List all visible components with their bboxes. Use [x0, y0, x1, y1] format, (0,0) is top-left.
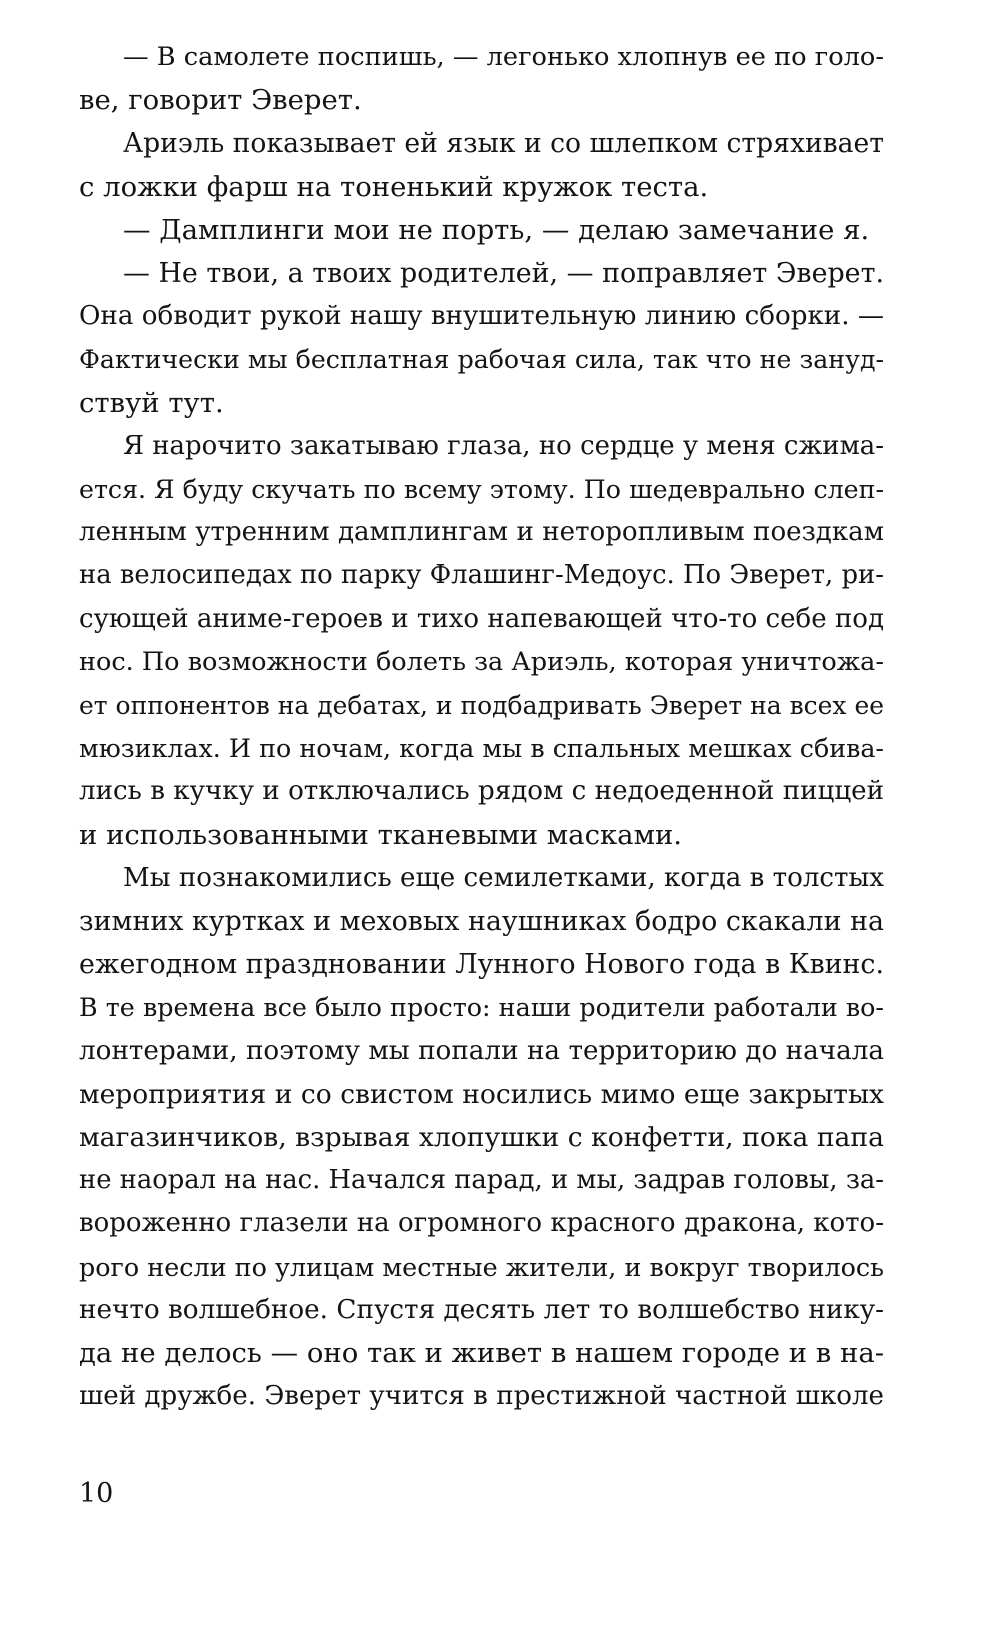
text-line: Она обводит рукой нашу внушительную линию сборки. — [79, 301, 884, 332]
paragraph-3 [79, 209, 884, 252]
text-line: шей дружбе. Эверет учится в престижной частной школе [79, 1381, 884, 1412]
text-line: мероприятия и со свистом носились мимо еще закрытых [79, 1078, 884, 1110]
text-line: — Дамплинги мои не порть, — делаю замечание я. [123, 213, 870, 246]
text-line: магазинчиков, взрывая хлопушки с конфетти, пока папа [79, 1122, 884, 1154]
text-line: ствуй тут. [79, 386, 224, 419]
text-line: ется. Я буду скучать по всему этому. По шедеврально слеп- [79, 475, 884, 505]
body-text [79, 36, 884, 1419]
page-number: 10 [79, 1478, 114, 1509]
text-line: Ариэль показывает ей язык и со шлепком стряхивает [123, 128, 884, 160]
text-line: нос. По возможности болеть за Ариэль, которая уничтожа- [79, 646, 884, 677]
paragraph-4 [79, 252, 884, 425]
text-line: сующей аниме-героев и тихо напевающей что-то себе под [79, 603, 884, 634]
text-line: на велосипедах по парку Флашинг-Медоус. По Эверет, ри- [79, 560, 884, 591]
text-line: Мы познакомились еще семилетками, когда в толстых [123, 862, 884, 893]
text-line: лись в кучку и отключались рядом с недоеденной пиццей [79, 776, 884, 807]
text-line: и использованными тканевыми масками. [79, 818, 683, 851]
text-line: рого несли по улицам местные жители, и вокруг творилось [79, 1251, 884, 1282]
text-line: — В самолете поспишь, — легонько хлопнув ее по голо- [123, 42, 884, 72]
text-line: с ложки фарш на тоненький кружок теста. [79, 170, 709, 203]
paragraph-2 [79, 122, 884, 208]
paragraph-5 [79, 425, 884, 857]
text-line: мюзиклах. И по ночам, когда мы в спальных мешках сбива- [79, 733, 884, 764]
text-line: ет оппонентов на дебатах, и подбадривать Эверет на всех ее [79, 691, 884, 721]
text-line: ве, говорит Эверет. [79, 84, 362, 117]
text-line: В те времена все было просто: наши родители работали во- [79, 992, 884, 1023]
paragraph-1 [79, 36, 884, 122]
text-line: лонтерами, поэтому мы попали на территорию до начала [79, 1035, 884, 1066]
text-line: Фактически мы бесплатная рабочая сила, так что не зануд- [79, 345, 884, 375]
text-line: вороженно глазели на огромного красного дракона, кото- [79, 1208, 884, 1239]
text-line: ежегодном праздновании Лунного Нового года в Квинс. [79, 949, 884, 981]
text-line: не наорал на нас. Начался парад, и мы, задрав головы, за- [79, 1165, 884, 1196]
text-line: ленным утренним дамплингам и неторопливым поездкам [79, 517, 884, 548]
paragraph-6 [79, 857, 884, 1419]
text-line: нечто волшебное. Спустя десять лет то волшебство нику- [79, 1294, 884, 1325]
text-line: — Не твои, а твоих родителей, — поправляет Эверет. [123, 258, 884, 290]
text-line: да не делось — оно так и живет в нашем городе и в на- [79, 1337, 884, 1370]
text-line: зимних куртках и меховых наушниках бодро скакали на [79, 906, 884, 938]
text-line: Я нарочито закатываю глаза, но сердце у меня сжима- [123, 430, 884, 461]
